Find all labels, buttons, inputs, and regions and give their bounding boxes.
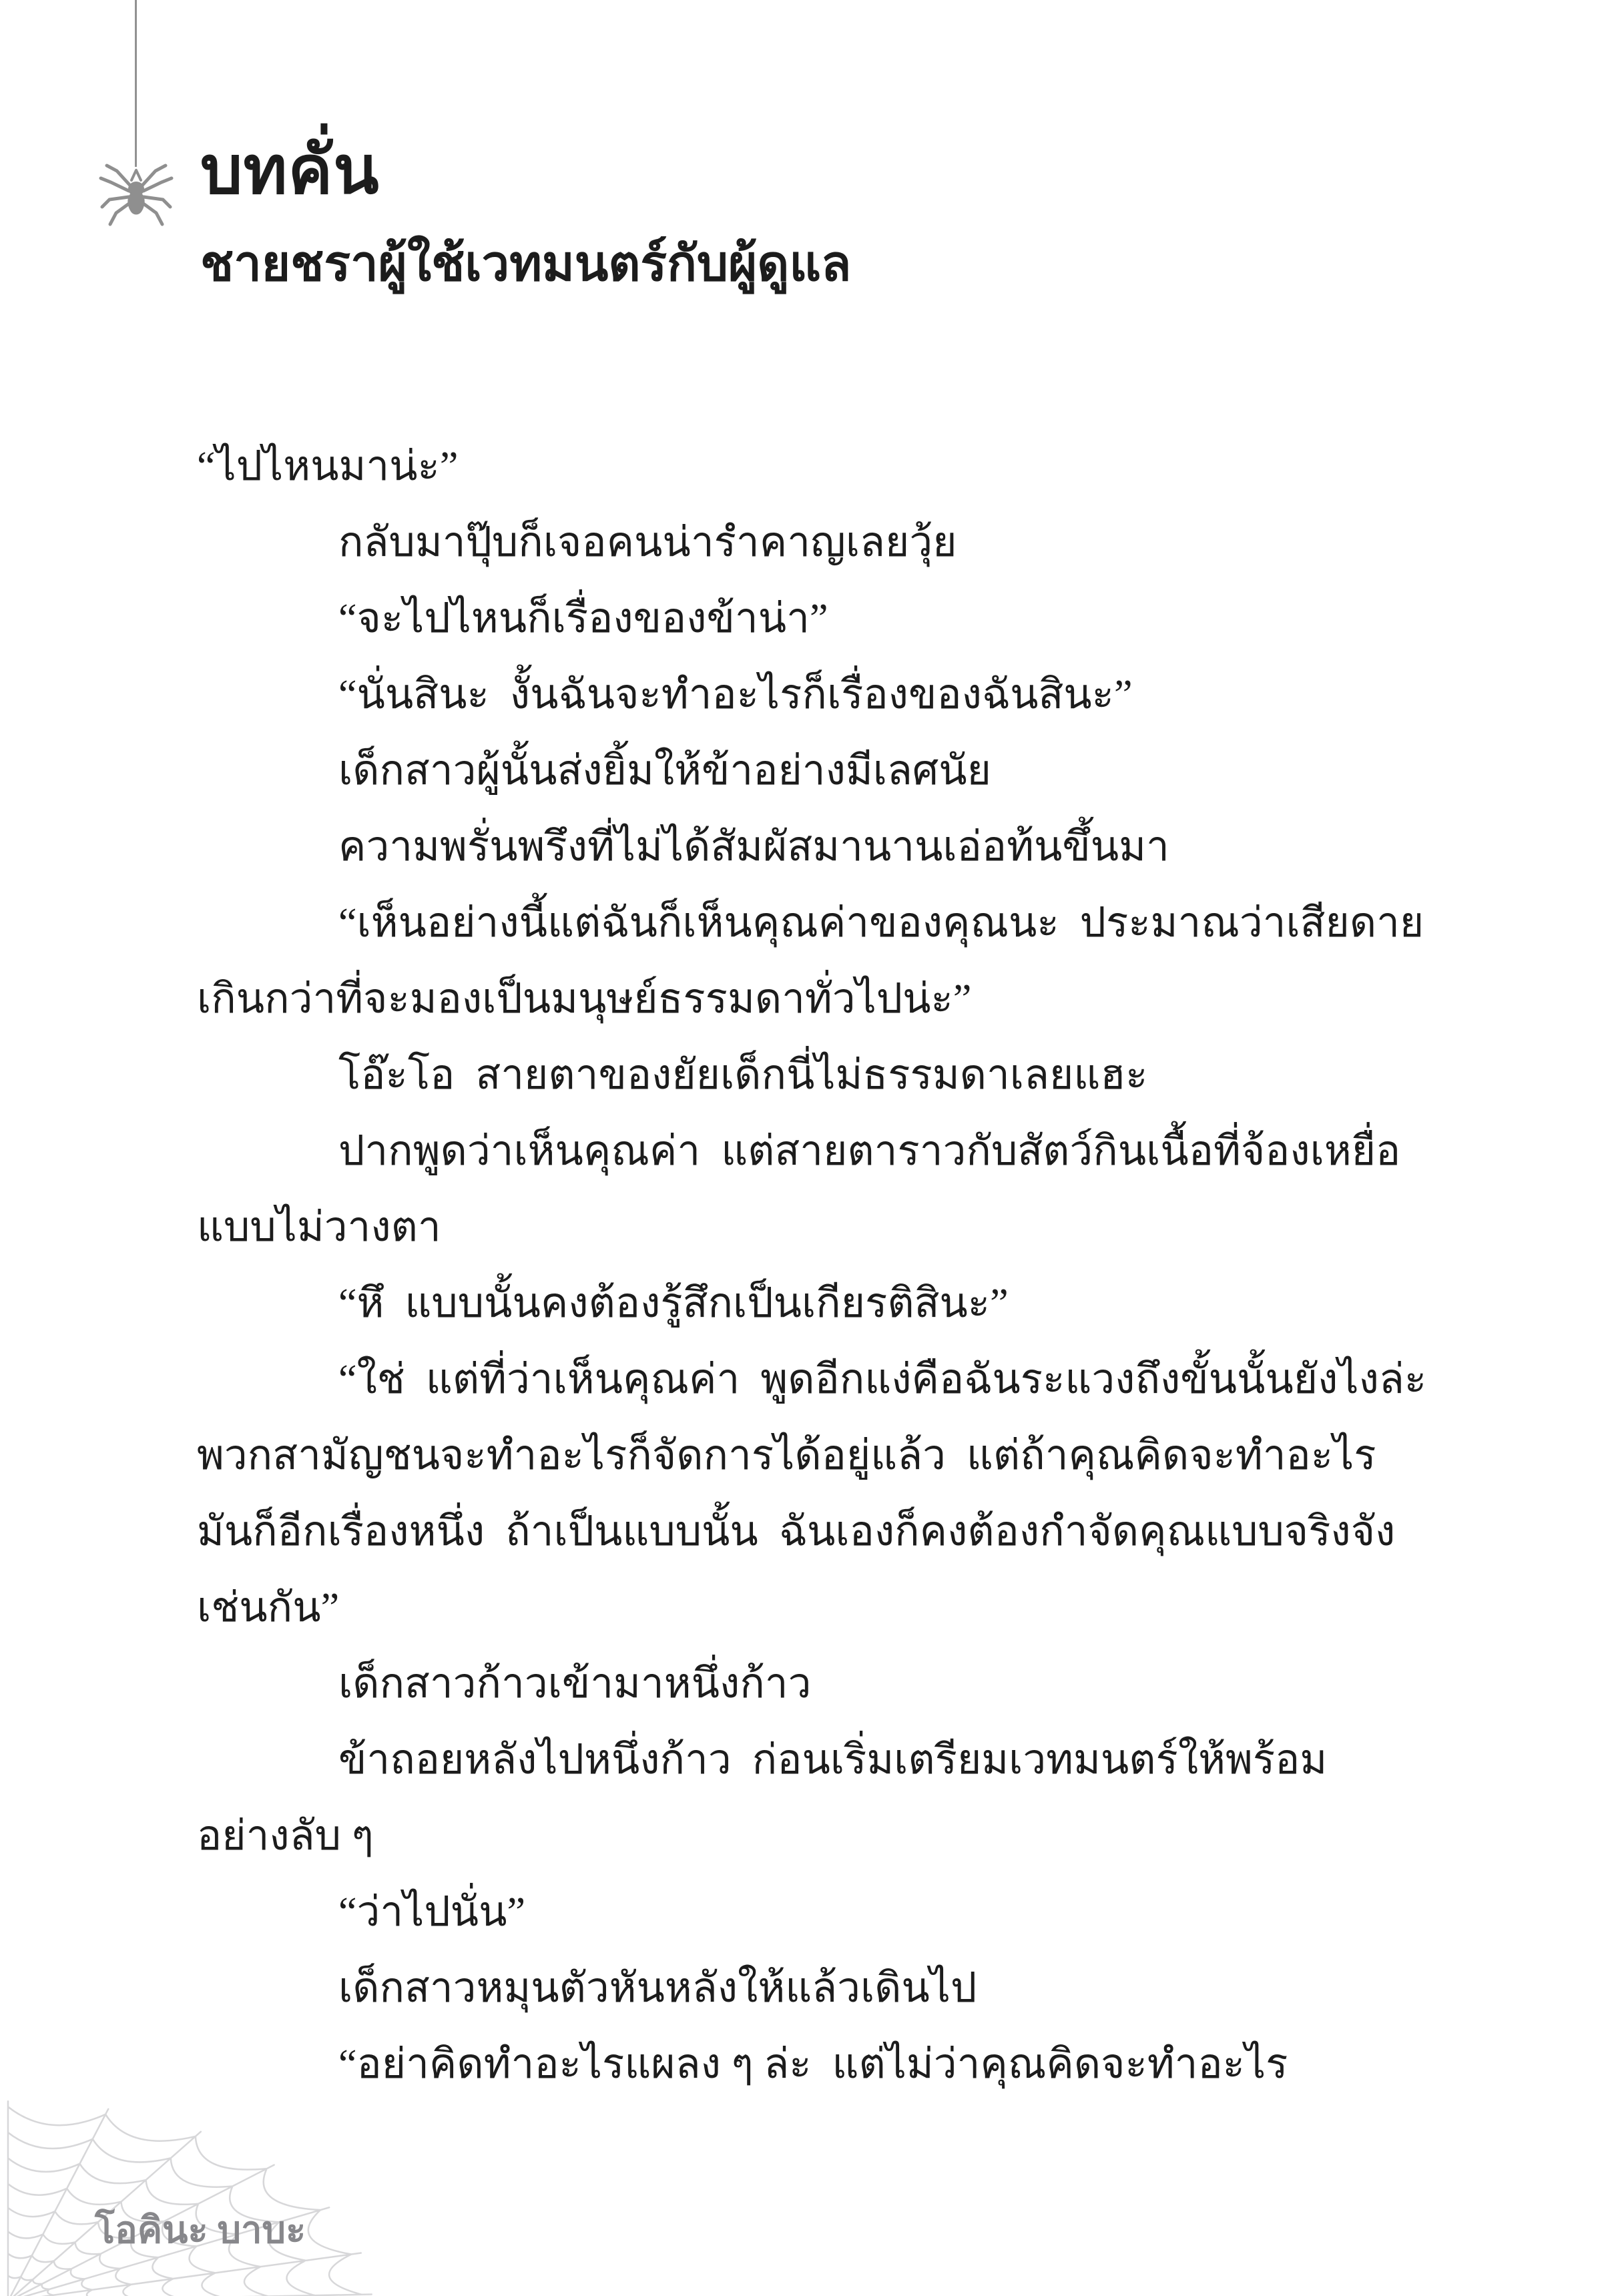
text-line-5: เด็กสาวผู้นั้นส่งยิ้มให้ข้าอย่างมีเลศนัย <box>338 748 991 794</box>
text-line-17: เด็กสาวก้าวเข้ามาหนึ่งก้าว <box>338 1661 812 1707</box>
text-line-9: โอ๊ะโอ สายตาของยัยเด็กนี่ไม่ธรรมดาเลยแฮะ <box>338 1053 1148 1098</box>
text-line-21: เด็กสาวหมุนตัวหันหลังให้แล้วเดินไป <box>338 1966 977 2011</box>
web-path <box>8 2101 372 2296</box>
chapter-title: ชายชราผู้ใช้เวทมนตร์กับผู้ดูแล <box>200 237 852 292</box>
text-line-16: เช่นกัน” <box>197 1585 340 1631</box>
author-name: โอคินะ บาบะ <box>95 2210 306 2251</box>
text-line-19: อย่างลับ ๆ <box>197 1813 374 1859</box>
body-text <box>197 428 1425 2102</box>
text-line-22: “อย่าคิดทำอะไรแผลง ๆ ล่ะ แต่ไม่ว่าคุณคิดจะทำอะไร <box>338 2042 1288 2087</box>
spider-icon <box>99 162 174 228</box>
text-line-1: “ไปไหนมาน่ะ” <box>197 444 459 489</box>
text-line-6: ความพรั่นพรึงที่ไม่ได้สัมผัสมานานเอ่อท้นขึ้นมา <box>338 824 1169 870</box>
web-lines <box>8 2101 372 2296</box>
text-line-8: เกินกว่าที่จะมองเป็นมนุษย์ธรรมดาทั่วไปน่ะ” <box>197 976 972 1022</box>
text-line-4: “นั่นสินะ งั้นฉันจะทำอะไรก็เรื่องของฉันสินะ” <box>338 672 1133 718</box>
text-line-18: ข้าถอยหลังไปหนึ่งก้าว ก่อนเริ่มเตรียมเวทมนตร์ให้พร้อม <box>338 1737 1328 1783</box>
text-line-11: แบบไม่วางตา <box>197 1205 441 1250</box>
text-line-20: “ว่าไปนั่น” <box>338 1890 525 1935</box>
text-line-15: มันก็อีกเรื่องหนึ่ง ถ้าเป็นแบบนั้น ฉันเองก็คงต้องกำจัดคุณแบบจริงจัง <box>197 1509 1396 1554</box>
spider-thread-line <box>135 0 137 167</box>
text-line-10: ปากพูดว่าเห็นคุณค่า แต่สายตาราวกับสัตว์กินเนื้อที่จ้องเหยื่อ <box>338 1129 1401 1174</box>
text-line-7: “เห็นอย่างนี้แต่ฉันก็เห็นคุณค่าของคุณนะ ประมาณว่าเสียดาย <box>338 900 1424 946</box>
chapter-label: บทคั่น <box>200 133 380 208</box>
text-line-13: “ใช่ แต่ที่ว่าเห็นคุณค่า พูดอีกแง่คือฉันระแวงถึงขั้นนั้นยังไงล่ะ <box>338 1357 1427 1402</box>
text-line-14: พวกสามัญชนจะทำอะไรก็จัดการได้อยู่แล้ว แต่ถ้าคุณคิดจะทำอะไร <box>197 1433 1376 1478</box>
text-line-12: “หึ แบบนั้นคงต้องรู้สึกเป็นเกียรติสินะ” <box>338 1281 1009 1326</box>
text-line-2: กลับมาปุ๊บก็เจอคนน่ารำคาญเลยวุ้ย <box>338 520 957 565</box>
text-line-3: “จะไปไหนก็เรื่องของข้าน่า” <box>338 596 828 641</box>
